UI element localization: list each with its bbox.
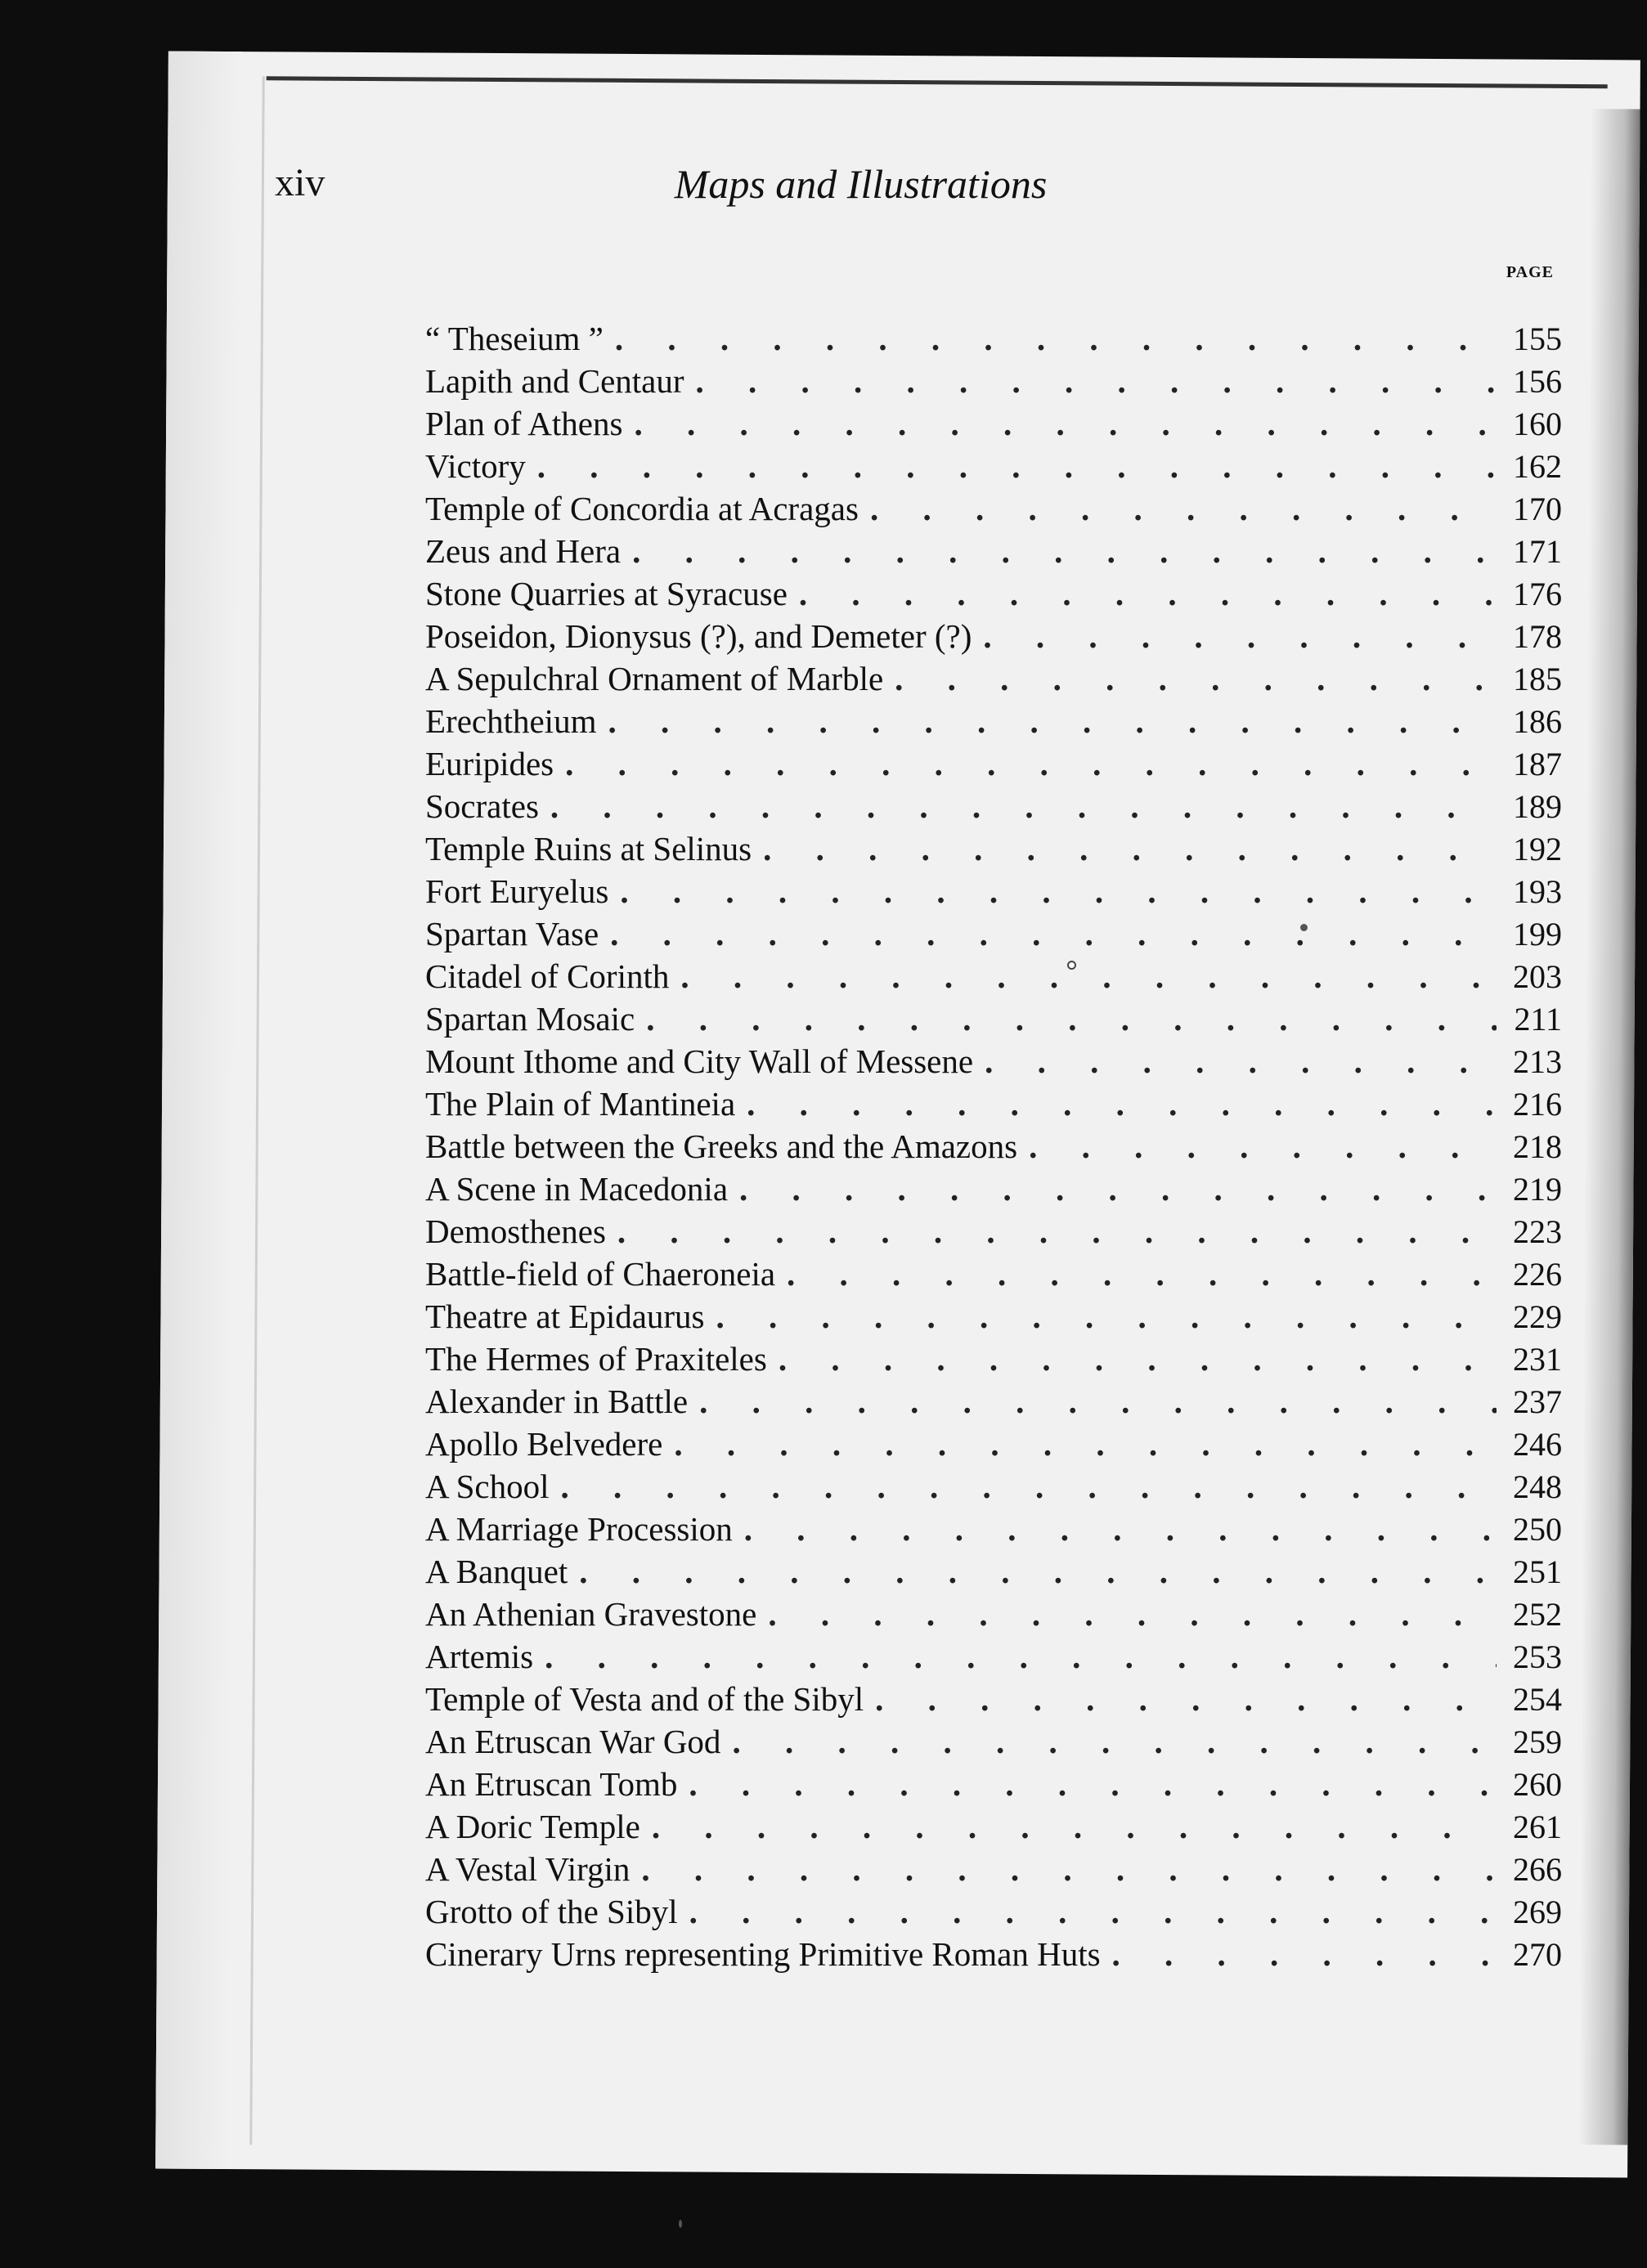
toc-entry: [425, 701, 1562, 744]
toc-entry: [425, 1637, 1562, 1679]
dot-leader: [669, 957, 1497, 996]
toc-entry-title: Temple of Concordia at Acragas: [425, 490, 859, 527]
dot-leader: [775, 1254, 1497, 1293]
toc-entry-page-number: 186: [1513, 703, 1562, 740]
toc-entry-title: Fort Euryelus: [425, 872, 609, 910]
toc-entry-page-number: 176: [1513, 576, 1562, 612]
toc-entry-page-number: 185: [1513, 661, 1562, 697]
toc-entry: [425, 1722, 1562, 1764]
toc-entry-page-number: 162: [1513, 448, 1562, 485]
toc-entry-title: Stone Quarries at Syracuse: [425, 575, 788, 612]
toc-entry-page-number: 226: [1513, 1256, 1562, 1293]
dot-leader: [596, 701, 1497, 741]
toc-entry: [425, 1849, 1562, 1892]
dot-leader: [604, 319, 1497, 358]
dot-leader: [599, 914, 1497, 953]
scan-speck: [1067, 961, 1076, 970]
toc-entry-title: Erechtheium: [425, 702, 597, 740]
toc-entry-page-number: 187: [1513, 746, 1562, 782]
toc-entry-page-number: 251: [1513, 1553, 1562, 1590]
dot-leader: [859, 489, 1497, 528]
scan-speck: [679, 2220, 682, 2228]
toc-entry-page-number: 219: [1513, 1171, 1562, 1208]
toc-entry: [425, 616, 1562, 659]
toc-entry: [425, 1254, 1562, 1297]
toc-entry: [425, 659, 1562, 701]
toc-entry: [425, 1552, 1562, 1594]
toc-entry-page-number: 203: [1513, 958, 1562, 995]
toc-entry-page-number: 260: [1513, 1766, 1562, 1803]
toc-entry-title: Alexander in Battle: [425, 1383, 689, 1420]
toc-entry-page-number: 216: [1513, 1086, 1562, 1123]
dot-leader: [728, 1169, 1497, 1208]
toc-entry: [425, 1594, 1562, 1637]
toc-entry-title: An Etruscan War God: [425, 1723, 721, 1760]
page-left-edge: [249, 76, 264, 2145]
toc-entry-page-number: 254: [1513, 1681, 1562, 1718]
toc-entry-page-number: 199: [1513, 916, 1562, 952]
dot-leader: [662, 1424, 1497, 1463]
toc-entry: [425, 787, 1562, 829]
toc-entry-title: A Vestal Virgin: [425, 1850, 631, 1888]
toc-entry: [425, 744, 1562, 787]
dot-leader: [550, 1467, 1497, 1506]
toc-entry-title: Cinerary Urns representing Primitive Roman Huts: [425, 1935, 1101, 1973]
toc-entry: [425, 531, 1562, 574]
page-column-label: PAGE: [1506, 263, 1554, 281]
dot-leader: [635, 999, 1497, 1038]
toc-entry: [425, 1679, 1562, 1722]
toc-entry-page-number: 237: [1513, 1383, 1562, 1420]
toc-entry-title: A Sepulchral Ornament of Marble: [425, 660, 884, 697]
toc-entry: [425, 1509, 1562, 1552]
toc-entry-page-number: 189: [1513, 788, 1562, 825]
dot-leader: [1017, 1127, 1497, 1166]
dot-leader: [554, 744, 1497, 783]
dot-leader: [688, 1382, 1497, 1421]
toc-entry: [425, 361, 1562, 404]
dot-leader: [767, 1339, 1497, 1378]
toc-entry-page-number: 192: [1513, 831, 1562, 867]
dot-leader: [677, 1764, 1497, 1804]
page-top-border: [267, 76, 1608, 88]
toc-entry: [425, 1467, 1562, 1509]
toc-entry-title: A Scene in Macedonia: [425, 1170, 729, 1208]
toc-entry-title: Temple Ruins at Selinus: [425, 830, 752, 867]
toc-entry-page-number: 250: [1513, 1511, 1562, 1548]
dot-leader: [705, 1297, 1497, 1336]
toc-entry: [425, 1807, 1562, 1849]
toc-entry-title: A Doric Temple: [425, 1808, 640, 1845]
toc-entry: [425, 574, 1562, 616]
toc-entry: [425, 914, 1562, 957]
toc-entry-page-number: 270: [1513, 1936, 1562, 1973]
toc-entry-title: Artemis: [425, 1638, 534, 1675]
toc-entry: [425, 1934, 1562, 1977]
toc-entry-title: The Plain of Mantineia: [425, 1085, 736, 1123]
toc-entry-title: A School: [425, 1468, 550, 1505]
toc-entry: [425, 1382, 1562, 1424]
toc-entry-title: Battle between the Greeks and the Amazons: [425, 1127, 1018, 1165]
toc-entry-page-number: 261: [1513, 1809, 1562, 1845]
toc-entry-title: Poseidon, Dionysus (?), and Demeter (?): [425, 617, 972, 655]
dot-leader: [735, 1084, 1497, 1123]
toc-entry-page-number: 193: [1513, 873, 1562, 910]
toc-entry: [425, 1339, 1562, 1382]
toc-entry-title: An Etruscan Tomb: [425, 1765, 678, 1803]
toc-entry-title: Mount Ithome and City Wall of Messene: [425, 1042, 974, 1080]
toc-entry-page-number: 223: [1513, 1213, 1562, 1250]
dot-leader: [621, 531, 1497, 571]
dot-leader: [640, 1807, 1497, 1846]
dot-leader: [752, 829, 1497, 868]
toc-entry-page-number: 269: [1513, 1894, 1562, 1930]
toc-entry-title: Victory: [425, 447, 526, 485]
dot-leader: [608, 872, 1497, 911]
toc-entry-page-number: 155: [1513, 320, 1562, 357]
dot-leader: [630, 1849, 1497, 1889]
page-folio: xiv: [275, 161, 325, 204]
scan-speck: [1300, 924, 1308, 931]
toc-entry-title: Euripides: [425, 745, 554, 782]
toc-entry-title: A Marriage Procession: [425, 1510, 733, 1548]
dot-leader: [972, 616, 1497, 656]
toc-entry: [425, 1127, 1562, 1169]
dot-leader: [684, 361, 1497, 401]
dot-leader: [883, 659, 1497, 698]
toc-entry: [425, 489, 1562, 531]
toc-entry: [425, 446, 1562, 489]
page-gutter-shadow: [155, 52, 242, 2170]
toc-entry-title: “ Theseium ”: [425, 320, 604, 357]
toc-entry-title: Demosthenes: [425, 1212, 606, 1250]
toc-entry: [425, 1424, 1562, 1467]
toc-entry-title: Spartan Vase: [425, 915, 599, 952]
toc-entry: [425, 1764, 1562, 1807]
toc-entry-page-number: 218: [1513, 1128, 1562, 1165]
toc-entry-page-number: 170: [1513, 491, 1562, 527]
toc-entry-page-number: 211: [1514, 1001, 1562, 1038]
toc-entry-title: Apollo Belvedere: [425, 1425, 663, 1463]
toc-entry: [425, 999, 1562, 1042]
toc-entry: [425, 1042, 1562, 1084]
toc-entry: [425, 1297, 1562, 1339]
toc-entry-title: Spartan Mosaic: [425, 1000, 635, 1038]
toc-entry-title: Zeus and Hera: [425, 532, 622, 570]
toc-entry-page-number: 160: [1513, 406, 1562, 442]
toc-entry-title: Plan of Athens: [425, 405, 623, 442]
toc-entry-page-number: 229: [1513, 1298, 1562, 1335]
toc-entry: [425, 957, 1562, 999]
dot-leader: [756, 1594, 1497, 1634]
page-edge-shadow: [1578, 109, 1640, 2145]
dot-leader: [606, 1212, 1497, 1251]
toc-entry-page-number: 213: [1513, 1043, 1562, 1080]
toc-entry-title: Theatre at Epidaurus: [425, 1298, 705, 1335]
toc-entry-title: Socrates: [425, 787, 539, 825]
toc-entry-page-number: 259: [1513, 1723, 1562, 1760]
toc-entry: [425, 1892, 1562, 1934]
toc-entry-title: Lapith and Centaur: [425, 362, 684, 400]
dot-leader: [533, 1637, 1497, 1676]
toc-entry-page-number: 231: [1513, 1341, 1562, 1378]
running-head-title: Maps and Illustrations: [674, 161, 1048, 207]
dot-leader: [864, 1679, 1497, 1719]
toc-entry-page-number: 248: [1513, 1468, 1562, 1505]
dot-leader: [788, 574, 1497, 613]
dot-leader: [539, 787, 1497, 826]
toc-entry-page-number: 253: [1513, 1638, 1562, 1675]
toc-entry: [425, 1084, 1562, 1127]
toc-entry-page-number: 171: [1513, 533, 1562, 570]
dot-leader: [1101, 1934, 1497, 1974]
toc-entry-title: Citadel of Corinth: [425, 957, 670, 995]
dot-leader: [678, 1892, 1497, 1931]
toc-entry: [425, 1169, 1562, 1212]
toc-entry-title: Battle-field of Chaeroneia: [425, 1255, 776, 1293]
toc-entry-page-number: 178: [1513, 618, 1562, 655]
toc-entry-page-number: 246: [1513, 1426, 1562, 1463]
toc-entry-title: Grotto of the Sibyl: [425, 1893, 678, 1930]
dot-leader: [733, 1509, 1497, 1549]
toc-entry-page-number: 156: [1513, 363, 1562, 400]
toc-entry-title: A Banquet: [425, 1553, 568, 1590]
toc-entry-page-number: 252: [1513, 1596, 1562, 1633]
dot-leader: [526, 446, 1497, 486]
illustrations-list: [425, 319, 1562, 1977]
toc-entry: [425, 1212, 1562, 1254]
toc-entry: [425, 319, 1562, 361]
toc-entry-page-number: 266: [1513, 1851, 1562, 1888]
dot-leader: [973, 1042, 1497, 1081]
toc-entry: [425, 829, 1562, 872]
dot-leader: [622, 404, 1497, 443]
dot-leader: [568, 1552, 1497, 1591]
toc-entry-title: The Hermes of Praxiteles: [425, 1340, 767, 1378]
toc-entry: [425, 872, 1562, 914]
toc-entry: [425, 404, 1562, 446]
dot-leader: [720, 1722, 1497, 1761]
toc-entry-title: An Athenian Gravestone: [425, 1595, 757, 1633]
toc-entry-title: Temple of Vesta and of the Sibyl: [425, 1680, 864, 1718]
